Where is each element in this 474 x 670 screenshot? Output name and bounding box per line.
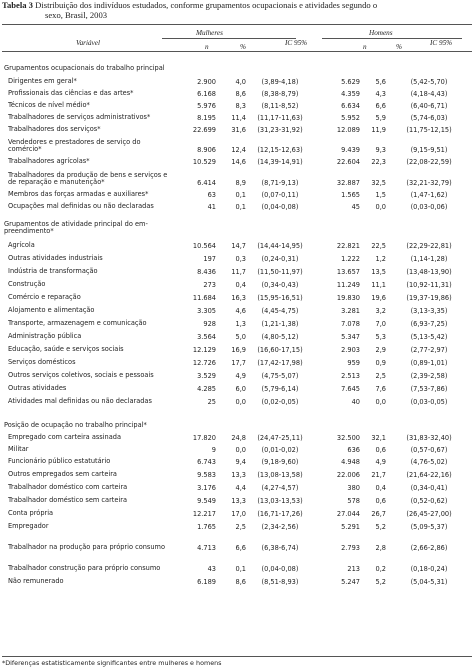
women-pct: 11,4	[231, 114, 246, 122]
men-pct: 32,5	[371, 179, 386, 187]
bottom-rule	[2, 656, 472, 657]
women-pct: 31,6	[231, 126, 246, 134]
women-pct: 0,1	[235, 191, 246, 199]
top-rule	[2, 24, 472, 25]
women-ic: (3,89-4,18)	[261, 78, 299, 86]
women-pct: 17,7	[231, 359, 246, 367]
women-n: 8.195	[197, 114, 216, 122]
men-n: 45	[351, 203, 360, 211]
men-ic: (0,18-0,24)	[410, 565, 448, 573]
women-ic: (4,45-4,75)	[261, 307, 299, 315]
men-ic: (9,15-9,51)	[410, 146, 448, 154]
women-pct: 14,7	[231, 242, 246, 250]
men-pct: 11,1	[371, 281, 386, 289]
men-n: 380	[347, 484, 360, 492]
women-pct: 12,4	[231, 146, 246, 154]
men-n: 213	[347, 565, 360, 573]
women-pct: 0,0	[235, 446, 246, 454]
section-title: Grupamentos ocupacionais do trabalho principal	[4, 64, 165, 73]
men-ic: (19,37-19,86)	[406, 294, 452, 302]
women-n: 6.168	[197, 90, 216, 98]
men-n: 1.222	[341, 255, 360, 263]
men-pct: 0,0	[375, 398, 386, 406]
women-n: 3.305	[197, 307, 216, 315]
men-n: 3.281	[341, 307, 360, 315]
men-n: 32.887	[336, 179, 360, 187]
men-ic: (31,83-32,40)	[406, 434, 452, 442]
women-pct: 13,3	[231, 497, 246, 505]
women-pct: 8,6	[235, 578, 246, 586]
women-ic: (0,02-0,05)	[261, 398, 299, 406]
women-ic: (17,42-17,98)	[257, 359, 303, 367]
footnote: *Diferenças estatisticamente significantes entre mulheres e homens	[2, 659, 222, 667]
women-ic: (8,71-9,13)	[261, 179, 299, 187]
table-row	[2, 492, 472, 505]
row-label: Trabalhador doméstico com carteira	[8, 483, 128, 492]
men-n: 19.830	[336, 294, 360, 302]
table-row	[2, 236, 472, 250]
men-n: 22.821	[336, 242, 360, 250]
men-n: 7.645	[341, 385, 360, 393]
men-n: 2.513	[341, 372, 360, 380]
men-ic: (11,75-12,15)	[406, 126, 452, 134]
men-ic: (32,21-32,79)	[406, 179, 452, 187]
men-ic: (2,39-2,58)	[410, 372, 448, 380]
table-row	[2, 187, 472, 199]
row-label: Comércio e reparação	[8, 293, 81, 302]
women-ic: (9,18-9,60)	[261, 458, 299, 466]
men-pct: 1,2	[375, 255, 386, 263]
women-n: 3.176	[197, 484, 216, 492]
row-label: Administração pública	[8, 332, 82, 341]
women-pct: 4,0	[235, 78, 246, 86]
women-ic: (14,39-14,91)	[257, 158, 303, 166]
women-ic: (4,80-5,12)	[261, 333, 299, 341]
women-n: 25	[207, 398, 216, 406]
row-label: Outros serviços coletivos, sociais e pessoais	[8, 371, 154, 380]
table-row	[2, 134, 472, 154]
row-label: Membros das forças armadas e auxiliares*	[8, 190, 149, 199]
men-ic: (0,89-1,01)	[410, 359, 448, 367]
women-ic: (31,23-31,92)	[257, 126, 303, 134]
row-label: Outras atividades industriais	[8, 254, 103, 263]
table-row	[2, 505, 472, 518]
men-ic: (3,13-3,35)	[410, 307, 448, 315]
section-title-row	[2, 411, 472, 430]
row-label: Trabalhadores de serviços administrativos*	[8, 113, 151, 122]
men-n: 11.249	[336, 281, 360, 289]
women-ic: (16,60-17,15)	[257, 346, 303, 354]
men-pct: 7,0	[375, 320, 386, 328]
men-n: 578	[347, 497, 360, 505]
row-label: Trabalhadores da produção de bens e serviços e de reparação e manutenção*	[8, 170, 168, 187]
caption-label: Tabela 3	[2, 0, 33, 10]
women-pct: 1,3	[235, 320, 246, 328]
women-n: 6.189	[197, 578, 216, 586]
women-ic: (0,04-0,08)	[261, 203, 299, 211]
men-ic: (21,64-22,16)	[406, 471, 452, 479]
women-ic: (14,44-14,95)	[257, 242, 303, 250]
section-title-row	[2, 216, 472, 236]
women-pct: 24,8	[231, 434, 246, 442]
men-pct: 2,9	[375, 346, 386, 354]
women-n: 43	[207, 565, 216, 573]
women-n: 12.726	[192, 359, 216, 367]
row-label: Transporte, armazenagem e comunicação	[8, 319, 147, 328]
table-row	[2, 73, 472, 86]
women-ic: (8,11-8,52)	[261, 102, 299, 110]
men-ic: (5,42-5,70)	[410, 78, 448, 86]
men-n: 5.952	[341, 114, 360, 122]
men-ic: (2,77-2,97)	[410, 346, 448, 354]
men-ic: (6,40-6,71)	[410, 102, 448, 110]
women-pct: 4,4	[235, 484, 246, 492]
women-pct: 14,6	[231, 158, 246, 166]
header-men-pct: %	[396, 43, 402, 51]
row-label: Trabalhadores agrícolas*	[8, 157, 90, 166]
row-label: Profissionais das ciências e das artes*	[8, 89, 134, 98]
men-pct: 5,2	[375, 523, 386, 531]
row-label: Vendedores e prestadores de serviço do comércio*	[8, 137, 141, 154]
men-n: 22.006	[336, 471, 360, 479]
table-row	[2, 328, 472, 341]
men-n: 5.247	[341, 578, 360, 586]
women-n: 6.743	[197, 458, 216, 466]
row-label: Trabalhadores dos serviços*	[8, 125, 101, 134]
men-ic: (22,29-22,81)	[406, 242, 452, 250]
men-pct: 5,3	[375, 333, 386, 341]
men-n: 12.089	[336, 126, 360, 134]
men-n: 2.793	[341, 544, 360, 552]
men-n: 27.044	[336, 510, 360, 518]
row-label: Alojamento e alimentação	[8, 306, 95, 315]
women-pct: 17,0	[231, 510, 246, 518]
women-rule	[162, 38, 296, 39]
women-n: 41	[207, 203, 216, 211]
section-title: Posição de ocupação no trabalho principal*	[4, 421, 147, 430]
men-pct: 3,2	[375, 307, 386, 315]
women-n: 9.549	[197, 497, 216, 505]
women-n: 5.976	[197, 102, 216, 110]
men-pct: 2,8	[375, 544, 386, 552]
women-n: 3.529	[197, 372, 216, 380]
women-n: 928	[203, 320, 216, 328]
table-row	[2, 302, 472, 315]
women-pct: 0,3	[235, 255, 246, 263]
women-pct: 16,3	[231, 294, 246, 302]
men-ic: (22,08-22,59)	[406, 158, 452, 166]
women-n: 2.900	[197, 78, 216, 86]
men-n: 959	[347, 359, 360, 367]
women-ic: (15,95-16,51)	[257, 294, 303, 302]
data-table	[2, 54, 472, 586]
women-n: 9.583	[197, 471, 216, 479]
row-label: Outros empregados sem carteira	[8, 470, 117, 479]
women-n: 197	[203, 255, 216, 263]
men-ic: (1,47-1,62)	[410, 191, 448, 199]
men-ic: (1,14-1,28)	[410, 255, 448, 263]
table-row	[2, 430, 472, 442]
women-ic: (4,27-4,57)	[261, 484, 299, 492]
table-caption	[2, 0, 474, 20]
men-n: 5.347	[341, 333, 360, 341]
women-ic: (11,17-11,63)	[257, 114, 303, 122]
men-n: 6.634	[341, 102, 360, 110]
men-pct: 5,2	[375, 578, 386, 586]
table-row	[2, 454, 472, 466]
men-ic: (0,34-0,41)	[410, 484, 448, 492]
women-n: 17.820	[192, 434, 216, 442]
women-n: 9	[211, 446, 216, 454]
table-row	[2, 86, 472, 98]
section-title-row	[2, 54, 472, 73]
row-label: Agrícola	[8, 241, 35, 250]
table-row	[2, 518, 472, 531]
men-ic: (13,48-13,90)	[406, 268, 452, 276]
men-pct: 26,7	[371, 510, 386, 518]
men-n: 32.500	[336, 434, 360, 442]
table-row	[2, 263, 472, 276]
men-n: 2.903	[341, 346, 360, 354]
women-pct: 6,0	[235, 385, 246, 393]
table-row	[2, 122, 472, 134]
row-label: Trabalhador na produção para próprio consumo	[8, 543, 166, 552]
header-men-n: n	[363, 43, 367, 51]
men-pct: 19,6	[371, 294, 386, 302]
men-ic: (0,03-0,05)	[410, 398, 448, 406]
women-n: 10.564	[192, 242, 216, 250]
women-ic: (13,08-13,58)	[257, 471, 303, 479]
men-n: 5.291	[341, 523, 360, 531]
women-ic: (12,15-12,63)	[257, 146, 303, 154]
women-n: 12.129	[192, 346, 216, 354]
men-pct: 5,9	[375, 114, 386, 122]
women-n: 63	[207, 191, 216, 199]
women-ic: (0,07-0,11)	[261, 191, 299, 199]
women-pct: 0,1	[235, 565, 246, 573]
women-ic: (0,24-0,31)	[261, 255, 299, 263]
men-ic: (4,18-4,43)	[410, 90, 448, 98]
table-row	[2, 154, 472, 166]
men-pct: 22,3	[371, 158, 386, 166]
women-n: 10.529	[192, 158, 216, 166]
men-ic: (5,09-5,37)	[410, 523, 448, 531]
table-row	[2, 341, 472, 354]
women-ic: (24,47-25,11)	[257, 434, 303, 442]
table-row	[2, 276, 472, 289]
women-n: 8.436	[197, 268, 216, 276]
men-ic: (2,66-2,86)	[410, 544, 448, 552]
women-pct: 0,1	[235, 203, 246, 211]
header-rule	[2, 51, 472, 52]
header-women-pct: %	[240, 43, 246, 51]
table-row	[2, 367, 472, 380]
men-pct: 0,2	[375, 565, 386, 573]
men-ic: (26,45-27,00)	[406, 510, 452, 518]
row-label: Educação, saúde e serviços sociais	[8, 345, 124, 354]
men-ic: (0,52-0,62)	[410, 497, 448, 505]
men-n: 5.629	[341, 78, 360, 86]
women-n: 12.217	[192, 510, 216, 518]
men-pct: 0,6	[375, 446, 386, 454]
men-pct: 2,5	[375, 372, 386, 380]
men-n: 40	[351, 398, 360, 406]
women-n: 8.906	[197, 146, 216, 154]
women-pct: 11,7	[231, 268, 246, 276]
table-row	[2, 250, 472, 263]
women-n: 11.684	[192, 294, 216, 302]
women-ic: (5,79-6,14)	[261, 385, 299, 393]
row-label: Indústria de transformação	[8, 267, 98, 276]
table-row	[2, 98, 472, 110]
row-label: Empregado com carteira assinada	[8, 433, 122, 442]
header-women-n: n	[205, 43, 209, 51]
men-n: 7.078	[341, 320, 360, 328]
women-pct: 2,5	[235, 523, 246, 531]
table-row	[2, 479, 472, 492]
row-label: Empregador	[8, 522, 49, 531]
table-row	[2, 466, 472, 479]
row-label: Dirigentes em geral*	[8, 77, 77, 86]
women-pct: 8,9	[235, 179, 246, 187]
row-label: Construção	[8, 280, 46, 289]
men-pct: 0,4	[375, 484, 386, 492]
row-label: Atividades mal definidas ou não declaradas	[8, 397, 152, 406]
women-ic: (13,03-13,53)	[257, 497, 303, 505]
men-ic: (4,76-5,02)	[410, 458, 448, 466]
women-pct: 8,6	[235, 90, 246, 98]
table-row	[2, 110, 472, 122]
men-ic: (5,04-5,31)	[410, 578, 448, 586]
women-ic: (11,50-11,97)	[257, 268, 303, 276]
caption-text-2: sexo, Brasil, 2003	[45, 10, 108, 20]
men-pct: 0,6	[375, 497, 386, 505]
women-ic: (8,38-8,79)	[261, 90, 299, 98]
table-row	[2, 289, 472, 302]
men-n: 9.439	[341, 146, 360, 154]
women-ic: (0,01-0,02)	[261, 446, 299, 454]
women-ic: (2,34-2,56)	[261, 523, 299, 531]
row-label: Ocupações mal definidas ou não declaradas	[8, 202, 154, 211]
men-pct: 1,5	[375, 191, 386, 199]
men-pct: 22,5	[371, 242, 386, 250]
table-row	[2, 531, 472, 552]
table-row	[2, 354, 472, 367]
row-label: Serviços domésticos	[8, 358, 76, 367]
row-label: Trabalhador doméstico sem carteira	[8, 496, 128, 505]
table-row	[2, 573, 472, 586]
men-pct: 6,6	[375, 102, 386, 110]
row-label: Funcionário público estatutário	[8, 457, 111, 466]
women-n: 22.699	[192, 126, 216, 134]
men-n: 1.565	[341, 191, 360, 199]
header-women: Mulheres	[196, 29, 223, 37]
table-row	[2, 166, 472, 187]
men-pct: 5,6	[375, 78, 386, 86]
men-pct: 13,5	[371, 268, 386, 276]
table-row	[2, 380, 472, 393]
men-ic: (0,57-0,67)	[410, 446, 448, 454]
men-n: 22.604	[336, 158, 360, 166]
men-pct: 21,7	[371, 471, 386, 479]
men-ic: (6,93-7,25)	[410, 320, 448, 328]
women-pct: 0,4	[235, 281, 246, 289]
table-row	[2, 315, 472, 328]
row-label: Trabalhador construção para próprio consumo	[8, 564, 161, 573]
men-n: 4.948	[341, 458, 360, 466]
women-n: 6.414	[197, 179, 216, 187]
men-n: 4.359	[341, 90, 360, 98]
women-pct: 8,3	[235, 102, 246, 110]
row-label: Militar	[8, 445, 29, 454]
men-pct: 0,0	[375, 203, 386, 211]
table-row	[2, 393, 472, 406]
women-n: 4.713	[197, 544, 216, 552]
header-men: Homens	[369, 29, 393, 37]
women-pct: 0,0	[235, 398, 246, 406]
women-pct: 16,9	[231, 346, 246, 354]
men-n: 13.657	[336, 268, 360, 276]
women-pct: 9,4	[235, 458, 246, 466]
header-variable: Variável	[76, 39, 100, 47]
men-ic: (5,13-5,42)	[410, 333, 448, 341]
women-pct: 5,0	[235, 333, 246, 341]
row-label: Outras atividades	[8, 384, 67, 393]
women-ic: (6,38-6,74)	[261, 544, 299, 552]
women-n: 273	[203, 281, 216, 289]
women-ic: (4,75-5,07)	[261, 372, 299, 380]
women-n: 4.285	[197, 385, 216, 393]
header-men-ic: IC 95%	[430, 39, 453, 47]
men-pct: 0,9	[375, 359, 386, 367]
men-pct: 9,3	[375, 146, 386, 154]
section-title: Grupamentos de atividade principal do em-preendimento*	[4, 219, 148, 236]
women-pct: 4,9	[235, 372, 246, 380]
row-label: Não remunerado	[8, 577, 64, 586]
row-label: Técnicos de nível médio*	[8, 101, 90, 110]
table-row	[2, 552, 472, 573]
women-ic: (0,04-0,08)	[261, 565, 299, 573]
men-pct: 4,3	[375, 90, 386, 98]
women-ic: (8,51-8,93)	[261, 578, 299, 586]
men-ic: (7,53-7,86)	[410, 385, 448, 393]
men-ic: (5,74-6,03)	[410, 114, 448, 122]
women-ic: (1,21-1,38)	[261, 320, 299, 328]
table-row	[2, 199, 472, 211]
men-ic: (10,92-11,31)	[406, 281, 452, 289]
women-ic: (0,34-0,43)	[261, 281, 299, 289]
women-pct: 4,6	[235, 307, 246, 315]
women-n: 3.564	[197, 333, 216, 341]
men-n: 636	[347, 446, 360, 454]
women-ic: (16,71-17,26)	[257, 510, 303, 518]
row-label: Conta própria	[8, 509, 54, 518]
women-pct: 13,3	[231, 471, 246, 479]
men-pct: 11,9	[371, 126, 386, 134]
table-row	[2, 442, 472, 454]
men-pct: 7,6	[375, 385, 386, 393]
men-ic: (0,03-0,06)	[410, 203, 448, 211]
men-pct: 4,9	[375, 458, 386, 466]
women-n: 1.765	[197, 523, 216, 531]
caption-text: Distribuição dos indivíduos estudados, conforme grupamentos ocupacionais e atividades segundo o	[35, 0, 378, 10]
women-pct: 6,6	[235, 544, 246, 552]
men-pct: 32,1	[371, 434, 386, 442]
header-women-ic: IC 95%	[285, 39, 308, 47]
